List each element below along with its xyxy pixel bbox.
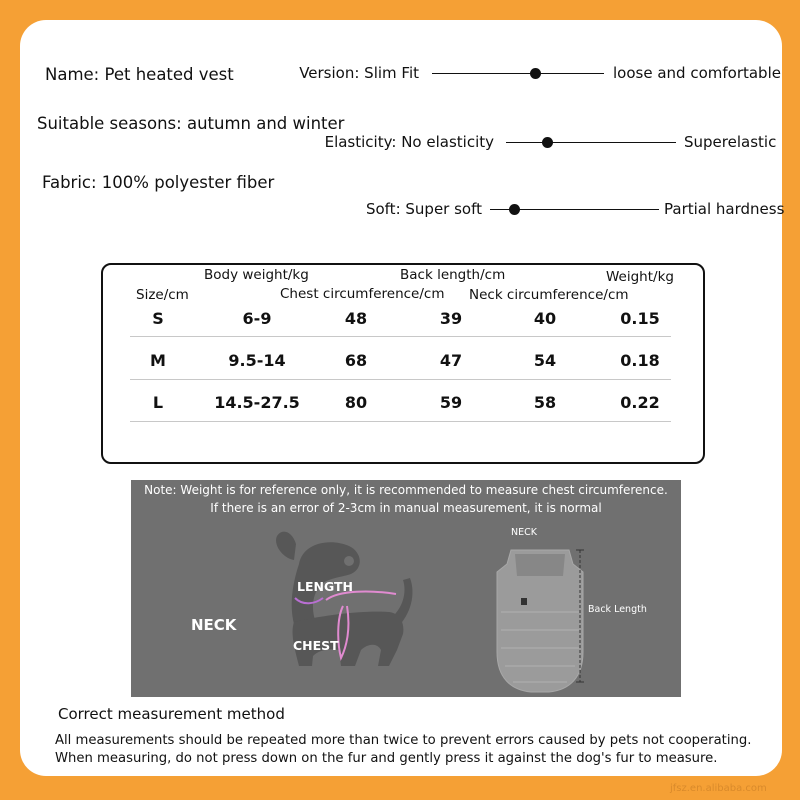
dog-neck-label: NECK	[191, 616, 237, 634]
slider-version-marker	[530, 68, 541, 79]
table-divider	[130, 421, 671, 422]
table-cell: 58	[533, 393, 557, 412]
slider-soft-left-label: Soft: Super soft	[365, 200, 482, 218]
table-cell: 0.18	[620, 351, 660, 370]
table-cell: 40	[533, 309, 557, 328]
vest-back-length-label: Back Length	[588, 604, 647, 615]
slider-version-track	[432, 73, 604, 74]
vest-neck-label: NECK	[511, 527, 537, 538]
header-body-weight: Body weight/kg	[204, 267, 309, 283]
table-cell: L	[152, 393, 164, 412]
product-name: Name: Pet heated vest	[45, 65, 234, 84]
table-cell: 48	[344, 309, 368, 328]
dog-length-label: LENGTH	[297, 579, 353, 594]
footer-line-2: When measuring, do not press down on the fur and gently press it against the dog's fur to measure.	[55, 751, 718, 766]
table-cell: M	[150, 351, 166, 370]
table-cell: S	[152, 309, 164, 328]
table-cell: 0.15	[620, 309, 660, 328]
note-line-2: If there is an error of 2-3cm in manual measurement, it is normal	[210, 501, 602, 515]
measurement-method-title: Correct measurement method	[58, 705, 285, 723]
table-cell: 9.5-14	[228, 351, 286, 370]
slider-elasticity-left-label: Elasticity: No elasticity	[324, 133, 494, 151]
measurement-diagram-panel	[131, 480, 681, 697]
header-weight: Weight/kg	[606, 269, 674, 285]
header-back-length: Back length/cm	[400, 267, 506, 283]
slider-elasticity-track	[506, 142, 676, 143]
table-divider	[130, 336, 671, 337]
note-line-1: Note: Weight is for reference only, it is recommended to measure chest circumference.	[144, 483, 668, 497]
slider-elasticity-right-label: Superelastic	[684, 133, 777, 151]
back-length-indicator	[573, 548, 587, 684]
table-cell: 47	[439, 351, 463, 370]
footer-line-1: All measurements should be repeated more than twice to prevent errors caused by pets not cooperating.	[55, 733, 752, 748]
watermark: jfsz.en.alibaba.com	[670, 783, 767, 794]
dog-silhouette-icon	[191, 518, 451, 698]
suitable-seasons: Suitable seasons: autumn and winter	[37, 114, 345, 133]
slider-soft-marker	[509, 204, 520, 215]
table-cell: 14.5-27.5	[214, 393, 300, 412]
table-cell: 68	[344, 351, 368, 370]
table-divider	[130, 379, 671, 380]
header-neck: Neck circumference/cm	[469, 287, 629, 303]
table-cell: 39	[439, 309, 463, 328]
dog-chest-label: CHEST	[293, 638, 339, 653]
slider-version-left-label: Version: Slim Fit	[299, 64, 419, 82]
header-size: Size/cm	[136, 287, 189, 303]
table-cell: 54	[533, 351, 557, 370]
table-cell: 6-9	[242, 309, 272, 328]
slider-elasticity-marker	[542, 137, 553, 148]
slider-version-right-label: loose and comfortable	[613, 64, 781, 82]
table-cell: 0.22	[620, 393, 660, 412]
header-chest: Chest circumference/cm	[280, 286, 445, 302]
table-cell: 80	[344, 393, 368, 412]
table-cell: 59	[439, 393, 463, 412]
fabric: Fabric: 100% polyester fiber	[42, 173, 275, 192]
slider-soft-right-label: Partial hardness	[664, 200, 785, 218]
